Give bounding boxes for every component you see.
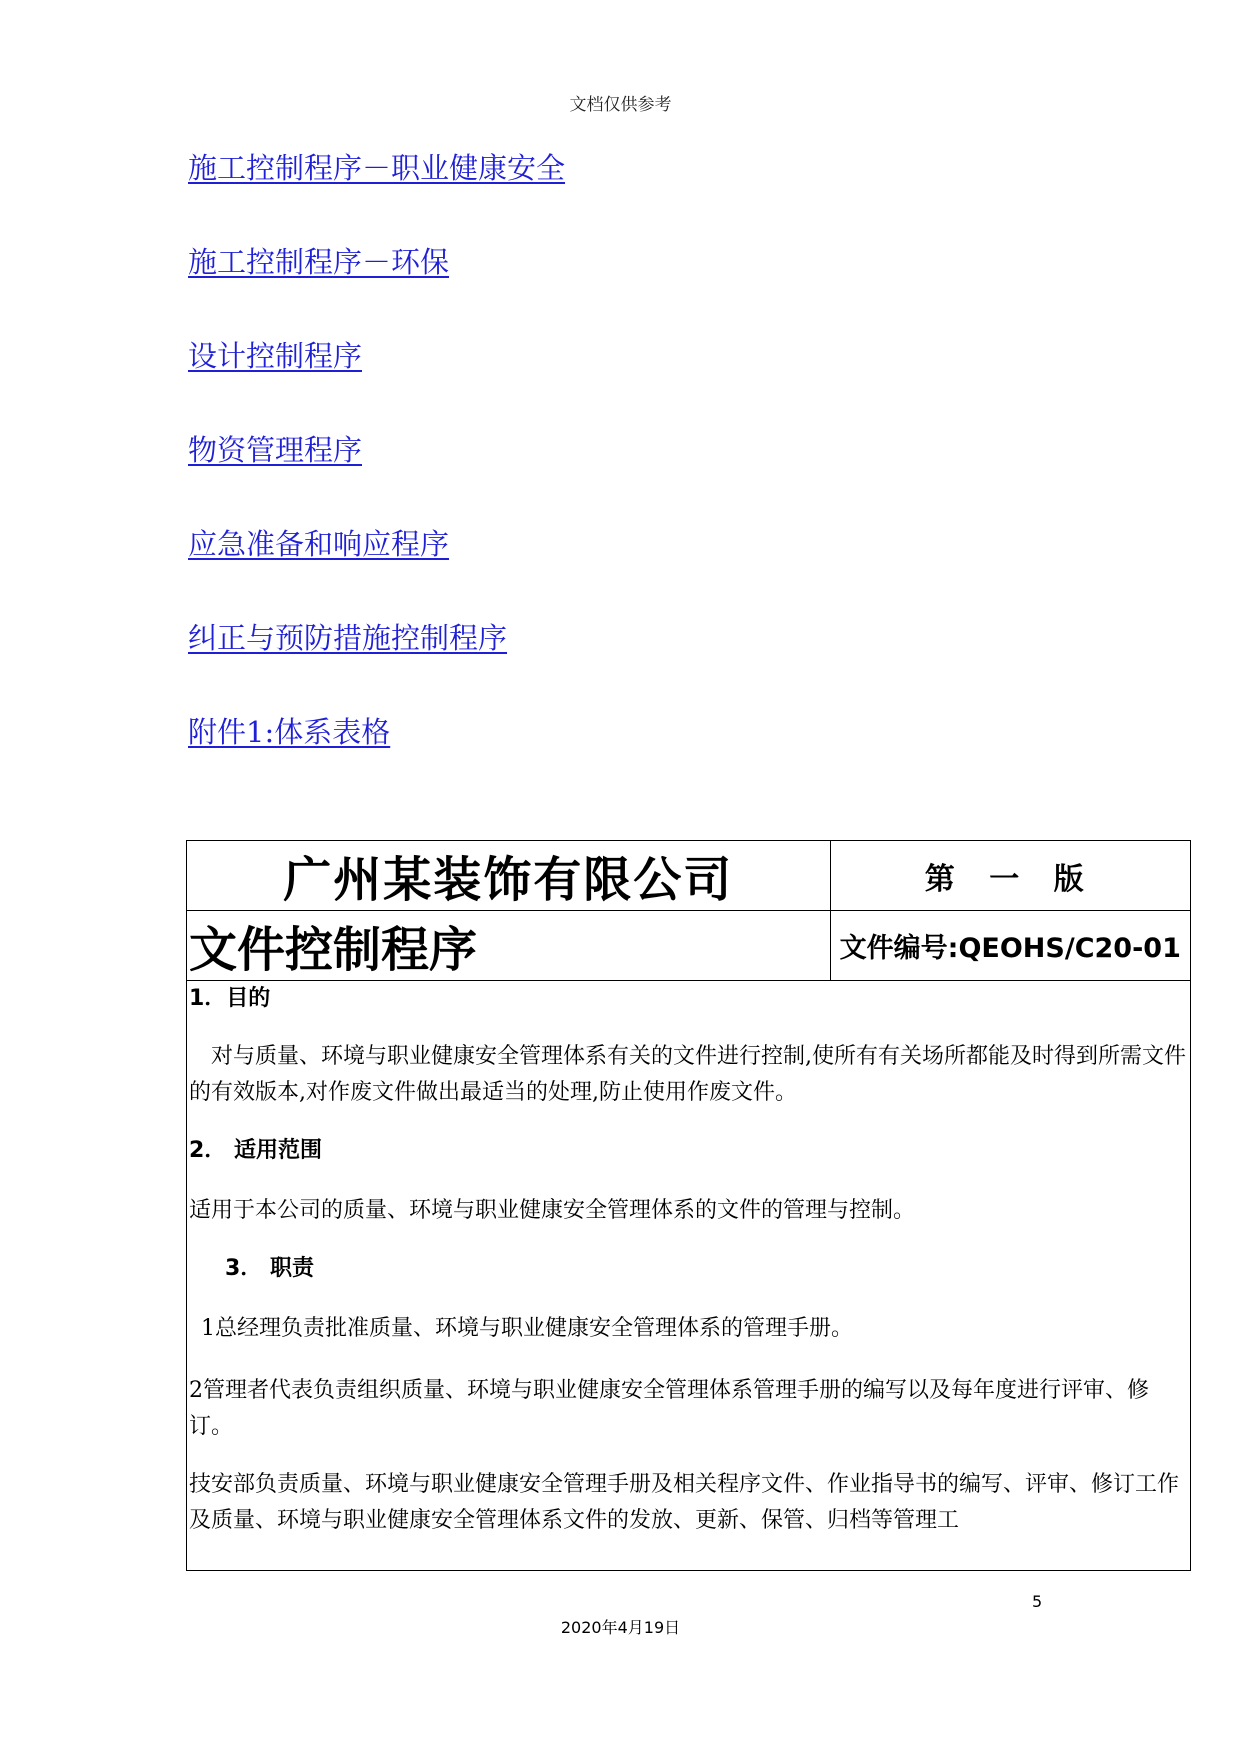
edition-label: 第 一 版 [830, 841, 1190, 911]
toc-item [188, 618, 565, 712]
toc-link-appendix[interactable]: 附件1:体系表格 [188, 715, 391, 749]
toc-link-materials[interactable]: 物资管理程序 [188, 433, 363, 467]
document-box [186, 840, 1191, 1571]
page-number: 5 [1032, 1592, 1043, 1611]
toc-list [188, 148, 565, 806]
toc-item [188, 712, 565, 806]
document-header-table [187, 841, 1190, 981]
toc-item [188, 524, 565, 618]
toc-item [188, 336, 565, 430]
header-note: 文档仅供参考 [569, 95, 672, 115]
duty-item-tech-safety-dept: 技安部负责质量、环境与职业健康安全管理手册及相关程序文件、作业指导书的编写、评审、修订工作及质量、环境与职业健康安全管理体系文件的发放、更新、保管、归档等管理工 [189, 1472, 1180, 1533]
toc-link-design-control[interactable]: 设计控制程序 [188, 339, 363, 373]
section-text-purpose: 对与质量、环境与职业健康安全管理体系有关的文件进行控制,使所有有关场所都能及时得到所需文件的有效版本,对作废文件做出最适当的处理,防止使用作废文件。 [189, 1044, 1186, 1105]
footer-date: 2020年4月19日 [560, 1618, 681, 1637]
company-name: 广州某装饰有限公司 [187, 841, 830, 911]
section-title-purpose: 1．目的 [189, 986, 271, 1011]
toc-link-construction-ohs[interactable]: 施工控制程序－职业健康安全 [188, 151, 566, 185]
section-text-scope: 适用于本公司的质量、环境与职业健康安全管理体系的文件的管理与控制。 [189, 1198, 916, 1223]
toc-item [188, 430, 565, 524]
section-title-duties: 3． 职责 [225, 1256, 314, 1281]
document-title: 文件控制程序 [187, 911, 830, 981]
toc-item [188, 148, 565, 242]
toc-link-emergency[interactable]: 应急准备和响应程序 [188, 527, 450, 561]
document-content [187, 983, 1190, 1539]
toc-link-corrective[interactable]: 纠正与预防措施控制程序 [188, 621, 508, 655]
duty-item-management-rep: 2管理者代表负责组织质量、环境与职业健康安全管理体系管理手册的编写以及每年度进行评审、修订。 [189, 1378, 1150, 1439]
section-title-scope: 2． 适用范围 [189, 1138, 322, 1163]
toc-item [188, 242, 565, 336]
toc-link-construction-env[interactable]: 施工控制程序－环保 [188, 245, 450, 279]
document-number: 文件编号:QEOHS/C20-01 [830, 911, 1190, 981]
duty-item-general-manager: 1总经理负责批准质量、环境与职业健康安全管理体系的管理手册。 [201, 1316, 853, 1341]
